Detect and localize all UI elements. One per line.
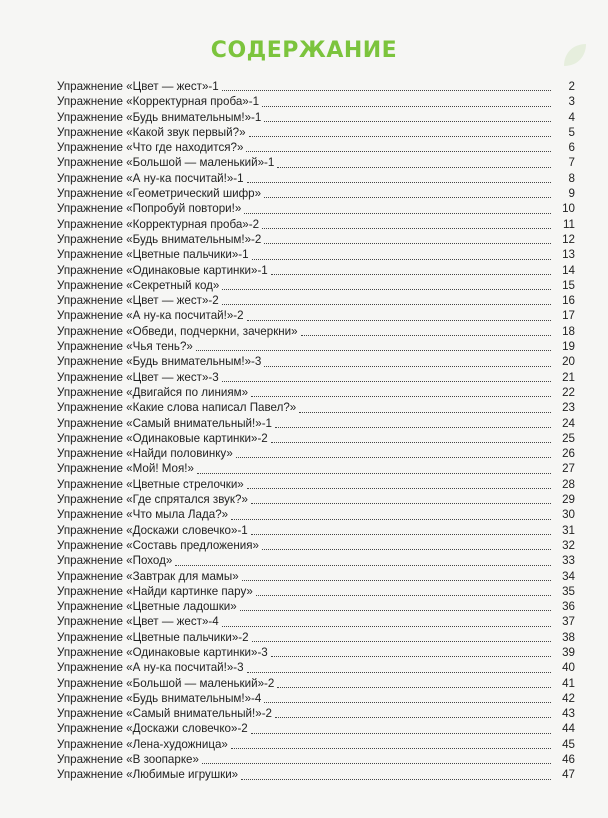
dot-leader [242, 579, 551, 581]
dot-leader [231, 518, 551, 520]
toc-entry-page-number: 41 [562, 676, 575, 690]
toc-entry-page-number: 13 [562, 248, 575, 262]
toc-entry-label: Упражнение «Будь внимательным!»-2 [57, 232, 262, 246]
toc-entry-page-number: 20 [562, 355, 575, 369]
dot-leader [277, 686, 551, 688]
dot-leader [251, 502, 551, 504]
toc-entry-page-number: 18 [562, 324, 575, 338]
toc-entry-label: Упражнение «Что где находится?» [57, 141, 244, 155]
toc-entry-page-number: 34 [562, 569, 575, 583]
toc-entry-page-number: 36 [562, 600, 575, 614]
toc-entry-page-number: 10 [562, 202, 575, 216]
dot-leader [262, 105, 551, 107]
toc-entry [57, 324, 575, 339]
dot-leader [271, 655, 551, 657]
toc-entry [57, 553, 575, 568]
toc-entry-label: Упражнение «Любимые игрушки» [57, 768, 239, 782]
dot-leader [275, 426, 551, 428]
dot-leader [271, 441, 551, 443]
toc-entry-page-number: 11 [562, 217, 575, 231]
toc-entry-page-number: 22 [562, 385, 575, 399]
toc-entry-label: Упражнение «Лена-художница» [57, 737, 228, 751]
toc-entry [57, 278, 575, 293]
toc-entry-label: Упражнение «Найди картинке пару» [57, 584, 253, 598]
toc-entry-label: Упражнение «Самый внимательный!»-2 [57, 707, 273, 721]
toc-entry [57, 171, 575, 186]
toc-entry [57, 416, 575, 431]
toc-entry-label: Упражнение «Цвет — жест»-3 [57, 370, 219, 384]
dot-leader [244, 212, 551, 214]
dot-leader [240, 609, 551, 611]
dot-leader [264, 196, 551, 198]
toc-entry [57, 523, 575, 538]
toc-entry-label: Упражнение «Цвет — жест»-1 [57, 80, 219, 93]
toc-entry-page-number: 26 [562, 447, 575, 461]
toc-entry [57, 569, 575, 584]
toc-entry-label: Упражнение «Мой! Моя!» [57, 462, 194, 476]
toc-entry [57, 584, 575, 599]
toc-entry-page-number: 31 [562, 523, 575, 537]
toc-entry [57, 614, 575, 629]
toc-entry-label: Упражнение «Будь внимательным!»-4 [57, 691, 262, 705]
toc-entry-label: Упражнение «В зоопарке» [57, 753, 199, 767]
dot-leader [222, 303, 551, 305]
dot-leader [247, 671, 551, 673]
toc-entry-page-number: 39 [562, 645, 575, 659]
toc-entry-label: Упражнение «Где спрятался звук?» [57, 493, 248, 507]
toc-entry-label: Упражнение «Чья тень?» [57, 340, 193, 354]
toc-entry-page-number: 38 [562, 630, 575, 644]
toc-entry-page-number: 16 [562, 294, 575, 308]
toc-entry-label: Упражнение «Большой — маленький»-2 [57, 676, 275, 690]
toc-entry-page-number: 27 [562, 462, 575, 476]
toc-entry-page-number: 30 [562, 508, 575, 522]
dot-leader [251, 533, 551, 535]
toc-entry-page-number: 40 [562, 661, 575, 675]
dot-leader [299, 411, 551, 413]
toc-entry-label: Упражнение «Одинаковые картинки»-2 [57, 431, 268, 445]
toc-entry-label: Упражнение «А ну-ка посчитай!»-3 [57, 661, 244, 675]
toc-entry [57, 691, 575, 706]
dot-leader [247, 487, 551, 489]
toc-entry-page-number: 28 [562, 477, 575, 491]
toc-entry [57, 201, 575, 216]
toc-entry-label: Упражнение «Одинаковые картинки»-1 [57, 263, 268, 277]
toc-entry [57, 79, 575, 94]
toc-entry-page-number: 3 [568, 95, 575, 109]
dot-leader [197, 472, 551, 474]
toc-entry-label: Упражнение «Большой — маленький»-1 [57, 156, 275, 170]
toc-entry-page-number: 15 [562, 278, 575, 292]
toc-entry [57, 217, 575, 232]
dot-leader [256, 594, 551, 596]
toc-entry [57, 752, 575, 767]
dot-leader [275, 716, 551, 718]
toc-entry-page-number: 25 [562, 431, 575, 445]
toc-entry-label: Упражнение «Поход» [57, 554, 173, 568]
page-title: СОДЕРЖАНИЕ [210, 38, 398, 63]
toc-entry [57, 492, 575, 507]
toc-entry-label: Упражнение «Цвет — жест»-2 [57, 294, 219, 308]
dot-leader [222, 380, 551, 382]
toc-entry [57, 706, 575, 721]
toc-entry [57, 461, 575, 476]
toc-entry-page-number: 2 [568, 80, 575, 93]
toc-entry [57, 446, 575, 461]
toc-entry [57, 110, 575, 125]
toc-entry [57, 385, 575, 400]
dot-leader [262, 548, 551, 550]
toc-entry-label: Упражнение «Цветные ладошки» [57, 600, 237, 614]
toc-entry [57, 630, 575, 645]
toc-entry [57, 676, 575, 691]
toc-entry [57, 599, 575, 614]
toc-entry [57, 140, 575, 155]
dot-leader [222, 89, 551, 91]
toc-entry-label: Упражнение «Двигайся по линиям» [57, 385, 249, 399]
toc-entry [57, 339, 575, 354]
toc-entry [57, 507, 575, 522]
toc-entry-label: Упражнение «Секретный код» [57, 278, 220, 292]
dot-leader [231, 747, 551, 749]
toc-entry-label: Упражнение «Цвет — жест»-4 [57, 615, 219, 629]
dot-leader [264, 365, 551, 367]
toc-entry-page-number: 17 [562, 309, 575, 323]
toc-entry-page-number: 4 [568, 110, 575, 124]
toc-entry-label: Упражнение «Обведи, подчеркни, зачеркни» [57, 324, 298, 338]
toc-entry-label: Упражнение «Какие слова написал Павел?» [57, 401, 297, 415]
toc-entry [57, 477, 575, 492]
toc-entry-page-number: 7 [568, 156, 575, 170]
toc-entry [57, 370, 575, 385]
toc-entry [57, 645, 575, 660]
toc-entry-page-number: 23 [562, 401, 575, 415]
toc-entry [57, 737, 575, 752]
dot-leader [247, 319, 551, 321]
toc-entry-label: Упражнение «Какой звук первый?» [57, 125, 246, 139]
toc-entry [57, 263, 575, 278]
toc-entry [57, 155, 575, 170]
toc-entry-page-number: 43 [562, 707, 575, 721]
toc-entry-page-number: 12 [562, 232, 575, 246]
toc-entry-page-number: 5 [568, 125, 575, 139]
toc-entry [57, 431, 575, 446]
dot-leader [264, 242, 551, 244]
dot-leader [264, 120, 551, 122]
toc-entry-label: Упражнение «Попробуй повтори!» [57, 202, 242, 216]
toc-entry [57, 660, 575, 675]
toc-entry [57, 308, 575, 323]
toc-entry-page-number: 33 [562, 554, 575, 568]
toc-entry [57, 721, 575, 736]
toc-entry-page-number: 44 [562, 722, 575, 736]
toc-entry [57, 186, 575, 201]
toc-entry-label: Упражнение «Будь внимательным!»-3 [57, 355, 262, 369]
toc-entry-page-number: 32 [562, 538, 575, 552]
toc-entry [57, 232, 575, 247]
toc-entry-label: Упражнение «Самый внимательный!»-1 [57, 416, 273, 430]
toc-entry [57, 94, 575, 109]
dot-leader [264, 701, 551, 703]
toc-entry-label: Упражнение «Корректурная проба»-1 [57, 95, 260, 109]
toc-entry-label: Упражнение «Найди половинку» [57, 447, 233, 461]
dot-leader [196, 349, 551, 351]
toc-entry-page-number: 21 [562, 370, 575, 384]
dot-leader [251, 732, 551, 734]
toc-entry-label: Упражнение «Доскажи словечко»-2 [57, 722, 248, 736]
dot-leader [246, 150, 551, 152]
toc-entry-label: Упражнение «Завтрак для мамы» [57, 569, 239, 583]
toc-entry-label: Упражнение «Одинаковые картинки»-3 [57, 645, 268, 659]
toc-entry-page-number: 6 [568, 141, 575, 155]
toc-entry-label: Упражнение «Будь внимательным!»-1 [57, 110, 262, 124]
toc-entry [57, 354, 575, 369]
dot-leader [262, 227, 551, 229]
toc-entry [57, 247, 575, 262]
dot-leader [251, 395, 551, 397]
toc-entry-page-number: 42 [562, 691, 575, 705]
toc-entry-label: Упражнение «Составь предложения» [57, 538, 259, 552]
toc-entry-label: Упражнение «А ну-ка посчитай!»-2 [57, 309, 244, 323]
dot-leader [222, 625, 551, 627]
dot-leader [236, 456, 551, 458]
dot-leader [249, 135, 551, 137]
toc-entry-page-number: 35 [562, 584, 575, 598]
toc-entry-label: Упражнение «Корректурная проба»-2 [57, 217, 260, 231]
dot-leader [202, 762, 551, 764]
toc-entry [57, 125, 575, 140]
toc-entry [57, 767, 575, 782]
toc-entry-label: Упражнение «Цветные пальчики»-2 [57, 630, 249, 644]
toc-entry [57, 293, 575, 308]
toc-entry-page-number: 29 [562, 493, 575, 507]
toc-entry-page-number: 46 [562, 753, 575, 767]
leaf-icon [560, 40, 590, 70]
toc-entry-label: Упражнение «А ну-ка посчитай!»-1 [57, 171, 244, 185]
dot-leader [277, 166, 551, 168]
toc-entry-page-number: 9 [568, 187, 575, 201]
toc-entry-page-number: 47 [562, 768, 575, 782]
dot-leader [222, 288, 551, 290]
table-of-contents [57, 79, 575, 783]
toc-entry-page-number: 19 [562, 340, 575, 354]
dot-leader [252, 640, 551, 642]
toc-entry-label: Упражнение «Что мыла Лада?» [57, 508, 229, 522]
toc-entry-page-number: 37 [562, 615, 575, 629]
toc-entry-page-number: 14 [562, 263, 575, 277]
dot-leader [271, 273, 551, 275]
dot-leader [175, 564, 551, 566]
toc-entry [57, 538, 575, 553]
toc-entry-label: Упражнение «Доскажи словечко»-1 [57, 523, 248, 537]
toc-entry-label: Упражнение «Цветные пальчики»-1 [57, 248, 249, 262]
toc-entry-page-number: 24 [562, 416, 575, 430]
toc-entry-label: Упражнение «Цветные стрелочки» [57, 477, 244, 491]
toc-entry-label: Упражнение «Геометрический шифр» [57, 187, 262, 201]
dot-leader [241, 778, 551, 780]
dot-leader [247, 181, 551, 183]
toc-entry-page-number: 8 [568, 171, 575, 185]
toc-entry-page-number: 45 [562, 737, 575, 751]
dot-leader [252, 258, 551, 260]
dot-leader [301, 334, 551, 336]
toc-entry [57, 400, 575, 415]
